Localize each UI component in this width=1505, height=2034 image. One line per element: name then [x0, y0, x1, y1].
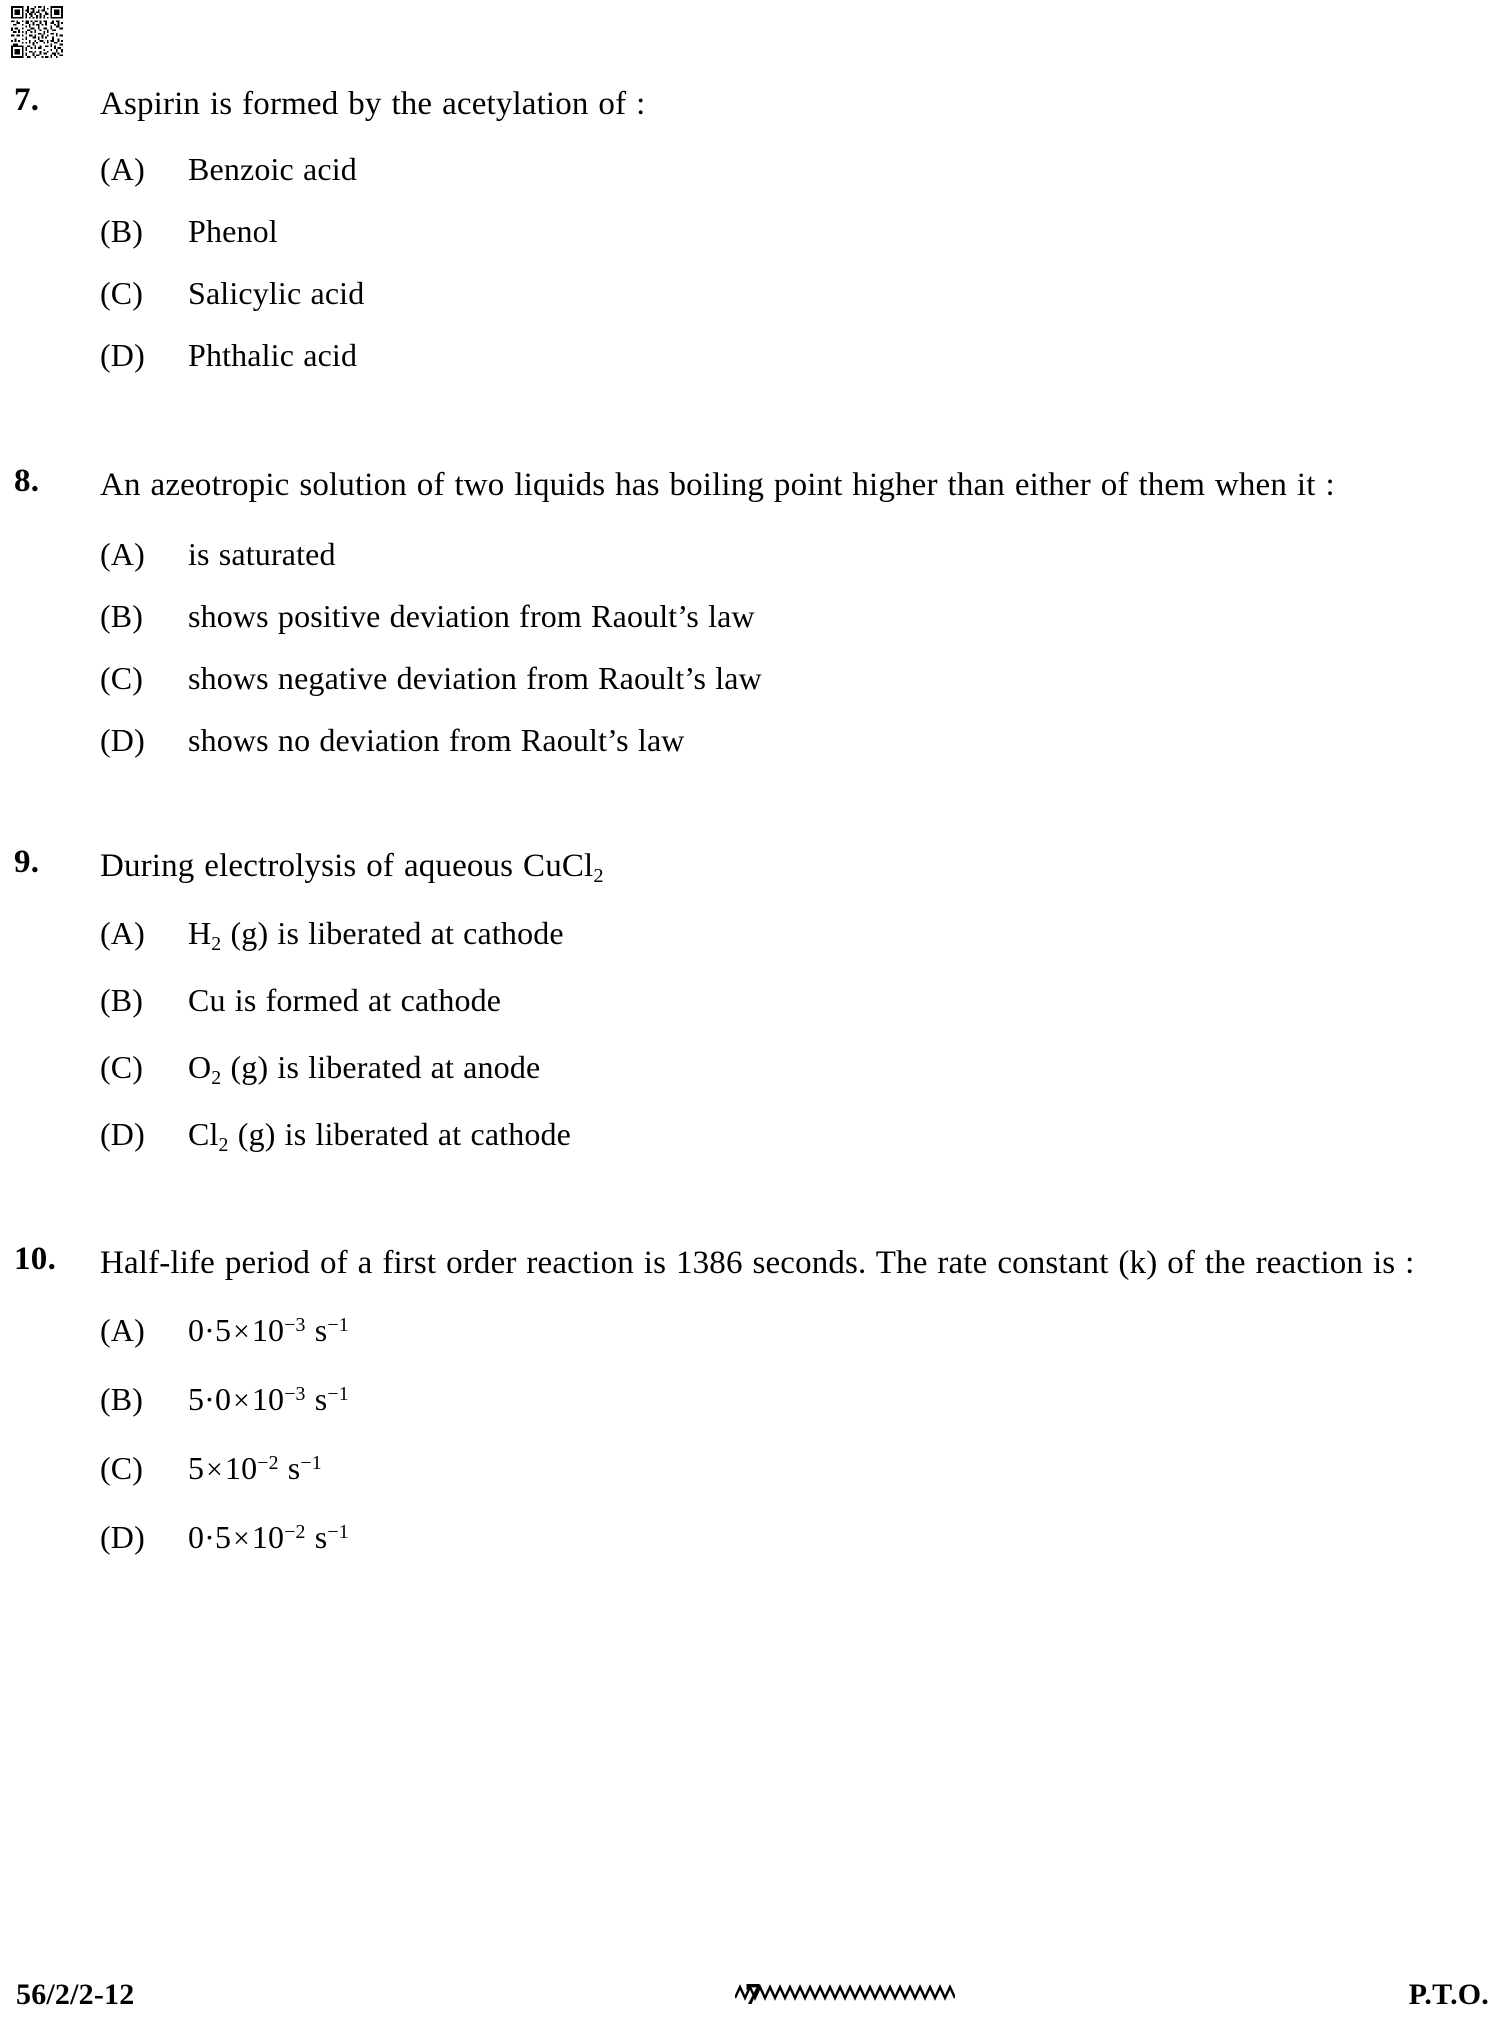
option-b[interactable]: [100, 1375, 1437, 1428]
option-label: (C): [100, 660, 144, 696]
option-label: (C): [100, 1049, 144, 1085]
option-text: Phenol: [188, 213, 278, 249]
multiplication-sign: ×: [233, 1523, 250, 1555]
option-label: (A): [100, 536, 145, 572]
option-text: shows positive deviation from Raoult’s law: [188, 598, 755, 634]
option-a[interactable]: [100, 909, 1437, 962]
option-b[interactable]: [100, 592, 1437, 640]
power-base: 10: [251, 1381, 285, 1417]
question-9: [0, 840, 1505, 1163]
option-text-tail: is formed at cathode: [225, 982, 502, 1018]
question-8: [0, 459, 1505, 764]
multiplication-sign: ×: [233, 1316, 250, 1348]
multiplication-sign: ×: [206, 1454, 223, 1486]
option-c[interactable]: [100, 654, 1437, 702]
option-label: (C): [100, 1450, 144, 1486]
unit-exponent: −1: [327, 1520, 349, 1543]
unit-symbol: s: [314, 1312, 328, 1348]
question-stem: An azeotropic solution of two liquids has boiling point higher than either of them when it :: [100, 467, 1335, 503]
option-label: (B): [100, 1381, 144, 1417]
coefficient: 0·5: [188, 1312, 232, 1348]
option-list: [100, 145, 1437, 379]
power-base: 10: [224, 1450, 258, 1486]
option-text: [188, 1375, 349, 1428]
option-text: shows no deviation from Raoult’s law: [188, 722, 685, 758]
option-label: (D): [100, 337, 145, 373]
option-c[interactable]: [100, 1444, 1437, 1497]
power-exponent: −2: [257, 1451, 279, 1474]
option-label: (D): [100, 1116, 145, 1152]
formula-subscript: 2: [211, 1066, 222, 1089]
page-footer: [0, 1962, 1505, 2012]
option-text-tail: (g) is liberated at anode: [221, 1049, 541, 1085]
question-stem-text: During electrolysis of aqueous CuCl: [100, 848, 594, 884]
formula-symbol: Cl: [188, 1116, 219, 1152]
option-text: shows negative deviation from Raoult’s law: [188, 660, 762, 696]
option-text: Salicylic acid: [188, 275, 365, 311]
option-a[interactable]: [100, 1306, 1437, 1359]
option-d[interactable]: [100, 1110, 1437, 1163]
question-7: [0, 78, 1505, 379]
unit-symbol: s: [314, 1519, 328, 1555]
option-text: [188, 1110, 571, 1163]
option-label: (D): [100, 1519, 145, 1555]
unit-symbol: s: [287, 1450, 301, 1486]
option-text: [188, 976, 501, 1029]
unit-exponent: −1: [327, 1382, 349, 1405]
question-stem: [100, 840, 1437, 897]
option-a[interactable]: [100, 145, 1437, 193]
option-d[interactable]: [100, 716, 1437, 764]
option-text: is saturated: [188, 536, 336, 572]
option-text: [188, 1513, 349, 1566]
option-label: (A): [100, 1312, 145, 1348]
question-number: 10.: [14, 1241, 57, 1277]
formula-symbol: Cu: [188, 982, 226, 1018]
formula-subscript: 2: [593, 864, 604, 887]
option-text: [188, 1444, 322, 1497]
question-stem: Aspirin is formed by the acetylation of :: [100, 86, 646, 122]
option-a[interactable]: [100, 530, 1437, 578]
question-stem: Half-life period of a first order reaction is 1386 seconds. The rate constant (k) of the reaction is :: [100, 1245, 1415, 1281]
option-c[interactable]: [100, 1043, 1437, 1096]
power-base: 10: [251, 1519, 285, 1555]
option-text-tail: (g) is liberated at cathode: [221, 915, 564, 951]
option-label: (A): [100, 151, 145, 187]
unit-exponent: −1: [300, 1451, 322, 1474]
option-b[interactable]: [100, 207, 1437, 255]
question-list: [0, 78, 1505, 1582]
option-text: Benzoic acid: [188, 151, 357, 187]
option-label: (D): [100, 722, 145, 758]
option-d[interactable]: [100, 331, 1437, 379]
unit-exponent: −1: [327, 1313, 349, 1336]
power-exponent: −3: [284, 1382, 306, 1405]
question-10: [0, 1237, 1505, 1566]
option-d[interactable]: [100, 1513, 1437, 1566]
option-text-tail: (g) is liberated at cathode: [228, 1116, 572, 1152]
option-b[interactable]: [100, 976, 1437, 1029]
turn-over-label: P.T.O.: [1408, 1978, 1489, 2011]
power-exponent: −3: [284, 1313, 306, 1336]
coefficient: 0·5: [188, 1519, 232, 1555]
option-list: [100, 530, 1437, 764]
option-label: (B): [100, 598, 144, 634]
coefficient: 5·0: [188, 1381, 232, 1417]
power-exponent: −2: [284, 1520, 306, 1543]
option-text: Phthalic acid: [188, 337, 358, 373]
qr-code-icon: [8, 6, 66, 58]
option-text: [188, 909, 564, 962]
formula-symbol: H: [188, 915, 212, 951]
paper-code: 56/2/2-12: [16, 1978, 135, 2011]
question-number: 7.: [14, 82, 40, 118]
formula-subscript: 2: [218, 1133, 229, 1156]
formula-symbol: O: [188, 1049, 212, 1085]
option-list: [100, 1306, 1437, 1566]
multiplication-sign: ×: [233, 1385, 250, 1417]
option-c[interactable]: [100, 269, 1437, 317]
option-text: [188, 1043, 540, 1096]
question-number: 9.: [14, 844, 40, 880]
page-number: 7: [744, 1976, 761, 2011]
question-number: 8.: [14, 463, 40, 499]
power-base: 10: [251, 1312, 285, 1348]
formula-subscript: 2: [211, 932, 222, 955]
zigzag-squiggle-icon: [735, 1982, 955, 2004]
option-label: (A): [100, 915, 145, 951]
option-text: [188, 1306, 349, 1359]
option-label: (B): [100, 213, 144, 249]
unit-symbol: s: [314, 1381, 328, 1417]
option-label: (B): [100, 982, 144, 1018]
option-list: [100, 909, 1437, 1163]
coefficient: 5: [188, 1450, 205, 1486]
option-label: (C): [100, 275, 144, 311]
